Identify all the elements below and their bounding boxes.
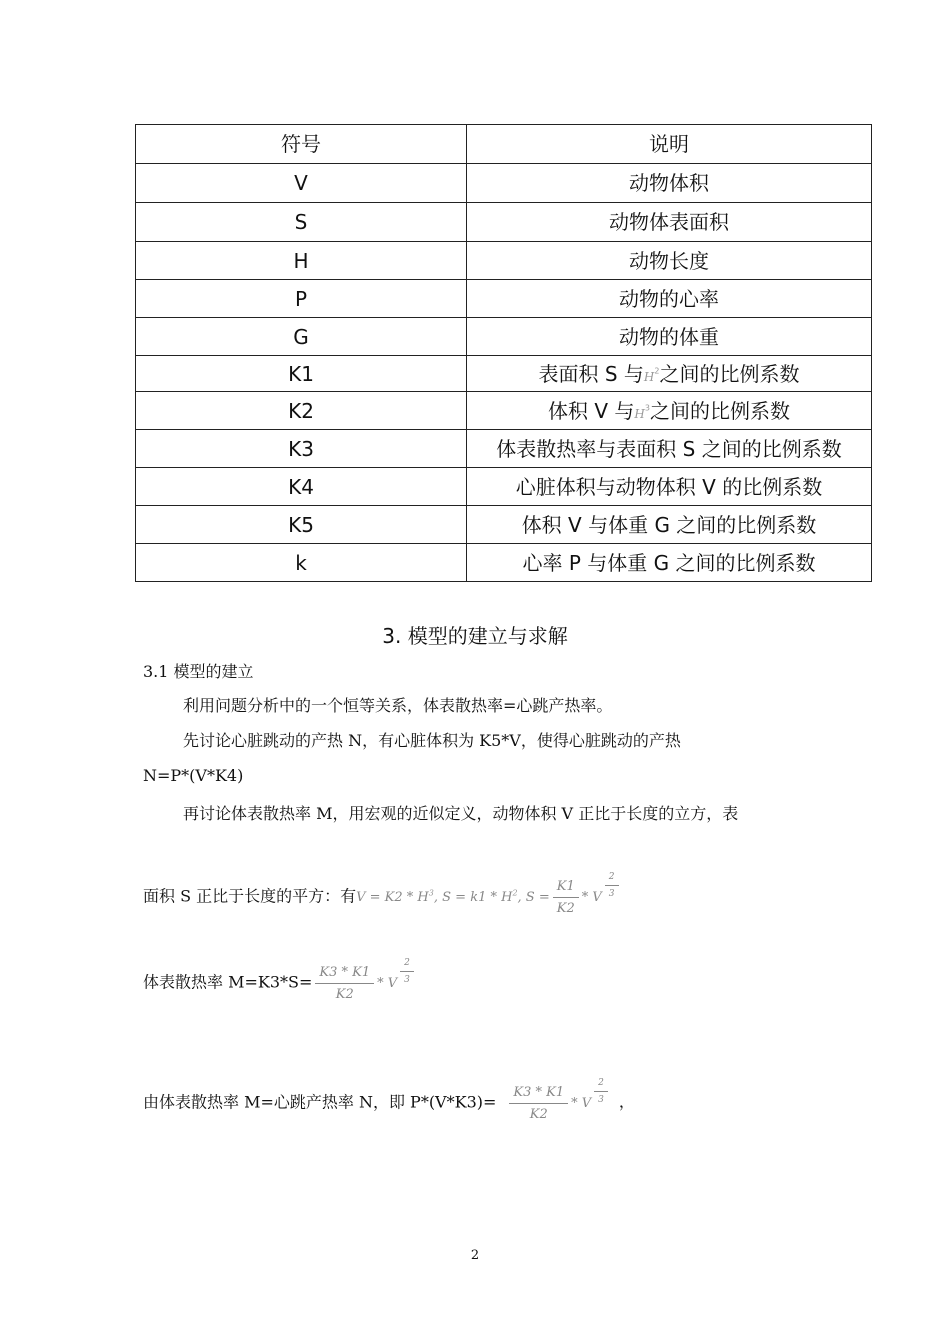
equation-line-2 <box>143 958 417 1002</box>
header-symbol: 符号 <box>136 125 467 164</box>
cell-desc: 心脏体积与动物体积 V 的比例系数 <box>467 468 872 506</box>
table-row <box>136 392 872 430</box>
eq-text: * V <box>377 976 398 992</box>
eq-exponent: 3 <box>428 889 434 898</box>
cell-desc: 心率 P 与体重 G 之间的比例系数 <box>467 544 872 582</box>
fraction-denominator: K2 <box>335 987 354 1003</box>
trailing-punctuation: ， <box>618 1092 635 1112</box>
paragraph: 体表散热率 M=K3*S= <box>143 972 313 992</box>
paragraph: 面积 S 正比于长度的平方：有 <box>143 886 357 906</box>
table-row <box>136 430 872 468</box>
cell-symbol: K2 <box>136 392 467 430</box>
cell-desc: 动物的体重 <box>467 318 872 356</box>
fraction-numerator: 2 <box>594 1078 608 1092</box>
eq-text: * V <box>571 1096 592 1112</box>
table-row <box>136 468 872 506</box>
symbol-table <box>135 124 872 582</box>
fraction <box>553 879 579 916</box>
table-row <box>136 318 872 356</box>
cell-desc: 动物体表面积 <box>467 203 872 242</box>
fraction-numerator: 2 <box>605 872 619 886</box>
page-number: 2 <box>470 1248 480 1263</box>
fraction-numerator: K3 * K1 <box>315 965 374 984</box>
fraction-exponent <box>594 1078 608 1105</box>
fraction-denominator: K2 <box>529 1107 548 1123</box>
math-exponent: 3 <box>644 402 650 412</box>
cell-desc: 动物长度 <box>467 242 872 280</box>
section-heading: 3. 模型的建立与求解 <box>382 624 568 648</box>
fraction-exponent <box>400 958 414 985</box>
paragraph: 再讨论体表散热率 M，用宏观的近似定义，动物体积 V 正比于长度的立方，表 <box>183 804 739 823</box>
eq-text: V = K2 * H <box>356 890 429 906</box>
eq-text: * V <box>581 890 602 906</box>
cell-desc <box>467 392 872 430</box>
equation-balance <box>506 1078 611 1123</box>
eq-exponent: 2 <box>512 889 518 898</box>
eq-text: , S = <box>517 890 550 906</box>
table-row <box>136 203 872 242</box>
equation-heat-loss <box>312 958 417 1003</box>
cell-symbol: K4 <box>136 468 467 506</box>
cell-symbol: H <box>136 242 467 280</box>
paragraph: 利用问题分析中的一个恒等关系，体表散热率=心跳产热率。 <box>183 696 613 715</box>
cell-symbol: K5 <box>136 506 467 544</box>
subsection-heading: 3.1 模型的建立 <box>143 662 254 681</box>
eq-text: , S = k1 * H <box>433 890 513 906</box>
desc-prefix: 体积 V 与 <box>548 398 635 423</box>
cell-desc: 体表散热率与表面积 S 之间的比例系数 <box>467 430 872 468</box>
cell-desc: 动物的心率 <box>467 280 872 318</box>
fraction-exponent <box>605 872 619 899</box>
fraction-numerator: 2 <box>400 958 414 972</box>
fraction-denominator: 3 <box>608 889 615 899</box>
fraction <box>315 965 374 1002</box>
table-row <box>136 280 872 318</box>
equation-volume-area <box>356 872 621 917</box>
table-header-row <box>136 125 872 164</box>
desc-suffix: 之间的比例系数 <box>649 398 790 423</box>
cell-symbol: K1 <box>136 356 467 392</box>
cell-desc <box>467 356 872 392</box>
equation-line-1 <box>143 872 622 916</box>
cell-symbol: G <box>136 318 467 356</box>
fraction-numerator: K3 * K1 <box>509 1085 568 1104</box>
table-row <box>136 506 872 544</box>
table-row <box>136 544 872 582</box>
fraction-denominator: 3 <box>598 1095 604 1105</box>
math-var: H <box>634 406 645 421</box>
table-row <box>136 242 872 280</box>
equation-line-3 <box>143 1078 635 1122</box>
cell-symbol: K3 <box>136 430 467 468</box>
paragraph: 先讨论心脏跳动的产热 N，有心脏体积为 K5*V，使得心脏跳动的产热 <box>183 731 681 750</box>
fraction-denominator: K2 <box>556 901 575 917</box>
cell-desc: 动物体积 <box>467 164 872 203</box>
paragraph: N=P*(V*K4) <box>143 766 244 785</box>
cell-symbol: S <box>136 203 467 242</box>
fraction <box>509 1085 568 1122</box>
cell-symbol: V <box>136 164 467 203</box>
math-var: H <box>643 369 655 384</box>
cell-symbol: P <box>136 280 467 318</box>
math-exponent: 2 <box>654 365 660 375</box>
header-description: 说明 <box>467 125 872 164</box>
desc-suffix: 之间的比例系数 <box>659 361 800 386</box>
fraction-numerator: K1 <box>553 879 579 898</box>
cell-desc: 体积 V 与体重 G 之间的比例系数 <box>467 506 872 544</box>
fraction-denominator: 3 <box>404 975 410 985</box>
paragraph: 由体表散热率 M=心跳产热率 N，即 P*(V*K3)= <box>143 1092 497 1112</box>
desc-prefix: 表面积 S 与 <box>538 361 644 386</box>
table-row <box>136 164 872 203</box>
table-row <box>136 356 872 392</box>
cell-symbol: k <box>136 544 467 582</box>
